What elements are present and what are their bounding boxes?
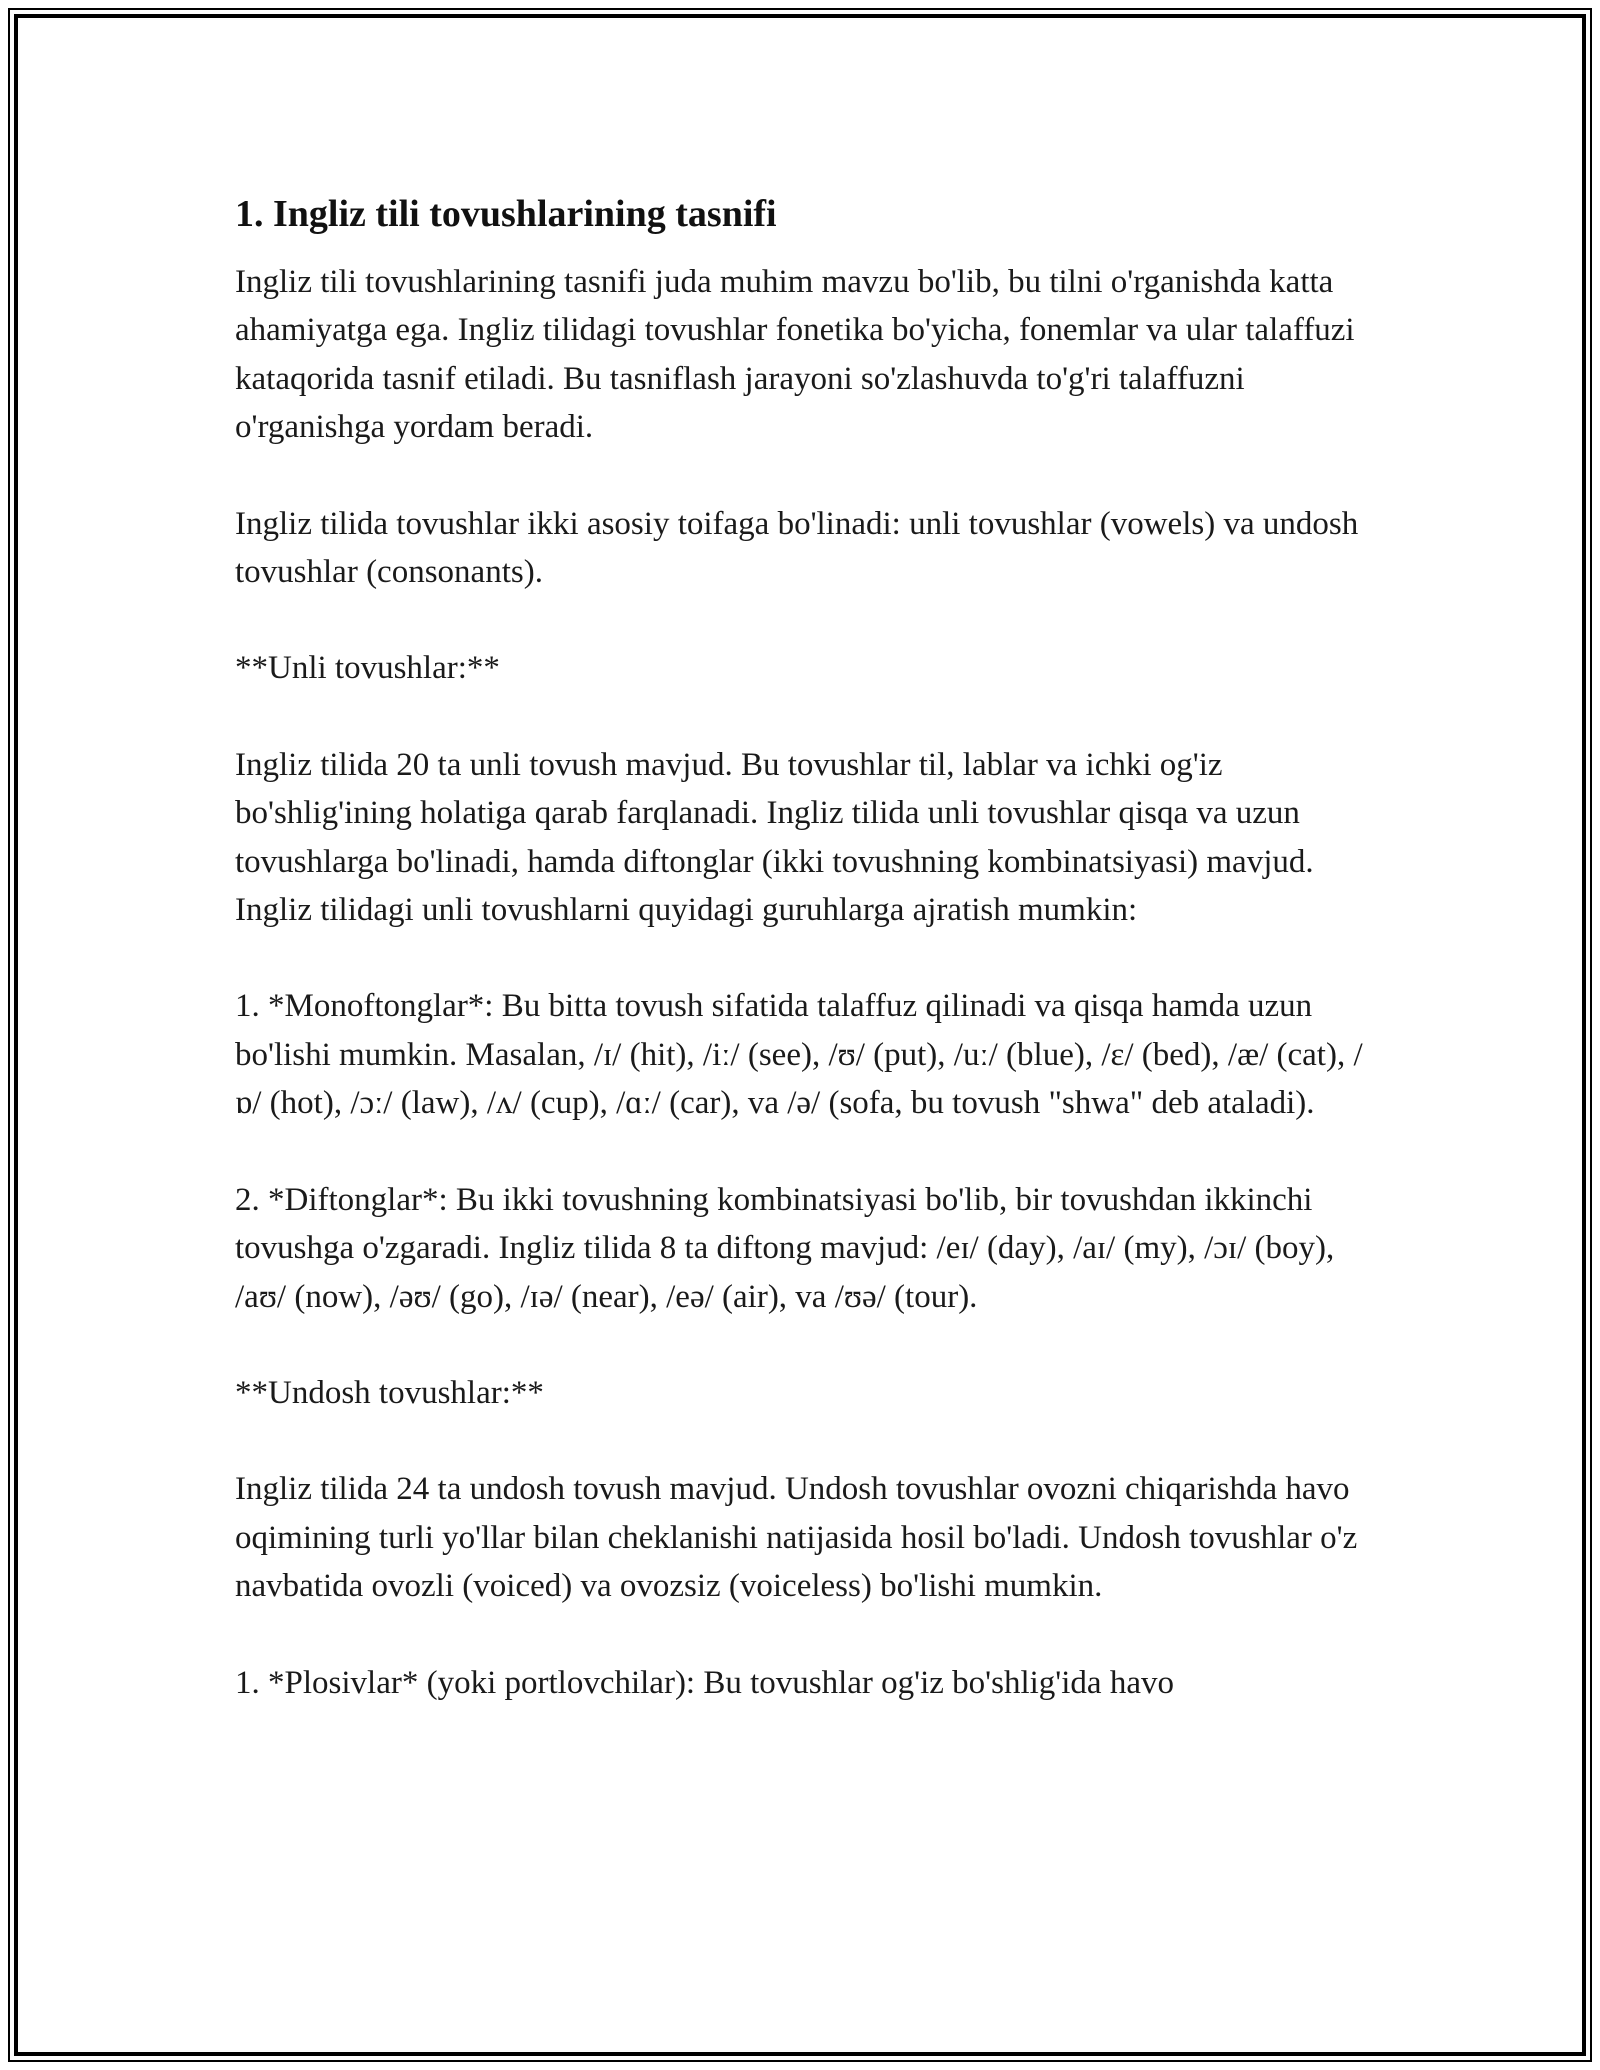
heading-vowels: **Unli tovushlar:** [235, 650, 500, 687]
document-body [235, 188, 1365, 1707]
heading-consonants: **Undosh tovushlar:** [235, 1374, 544, 1411]
paragraph-vowels: Ingliz tilida 20 ta unli tovush mavjud. Bu tovushlar til, lablar va ichki og'iz bo'shlig'ining holatiga qarab farqlanadi. Ingliz tilida unli tovushlar qisqa va uzun tovushlarga bo'linadi, hamda diftonglar (ikki tovushning kombinatsiyasi) mavjud. Ingliz tilidagi unli tovushlarni quyidagi guruhlarga ajratish mumkin: [235, 746, 1314, 929]
list-item-diphthongs: 2. *Diftonglar*: Bu ikki tovushning kombinatsiyasi bo'lib, bir tovushdan ikkinchi tovushga o'zgaradi. Ingliz tilida 8 ta diftong mavjud: /eɪ/ (day), /aɪ/ (my), /ɔɪ/ (boy), /aʊ/ (now), /əʊ/ (go), /ɪə/ (near), /eə/ (air), va /ʊə/ (tour). [235, 1181, 1335, 1315]
paragraph-categories: Ingliz tilida tovushlar ikki asosiy toifaga bo'linadi: unli tovushlar (vowels) va undosh tovushlar (consonants). [235, 505, 1359, 591]
list-item-plosives: 1. *Plosivlar* (yoki portlovchilar): Bu tovushlar og'iz bo'shlig'ida havo [235, 1664, 1174, 1701]
list-item-monophthongs: 1. *Monoftonglar*: Bu bitta tovush sifatida talaffuz qilinadi va qisqa hamda uzun bo'lishi mumkin. Masalan, /ɪ/ (hit), /iː/ (see), /ʊ/ (put), /uː/ (blue), /ɛ/ (bed), /æ/ (cat), /ɒ/ (hot), /ɔː/ (law), /ʌ/ (cup), /ɑː/ (car), va /ə/ (sofa, bu tovush "shwa" deb ataladi). [235, 988, 1363, 1122]
paragraph-intro: Ingliz tili tovushlarining tasnifi juda muhim mavzu bo'lib, bu tilni o'rganishda katta ahamiyatga ega. Ingliz tilidagi tovushlar fonetika bo'yicha, fonemlar va ular talaffuzi kataqorida tasnif etiladi. Bu tasniflash jarayoni so'zlashuvda to'g'ri talaffuzni o'rganishga yordam beradi. [235, 264, 1355, 446]
paragraph-consonants: Ingliz tilida 24 ta undosh tovush mavjud. Undosh tovushlar ovozni chiqarishda havo oqimining turli yo'llar bilan cheklanishi natijasida hosil bo'ladi. Undosh tovushlar o'z navbatida ovozli (voiced) va ovozsiz (voiceless) bo'lishi mumkin. [235, 1471, 1358, 1605]
document-title: 1. Ingliz tili tovushlarining tasnifi [235, 193, 777, 235]
